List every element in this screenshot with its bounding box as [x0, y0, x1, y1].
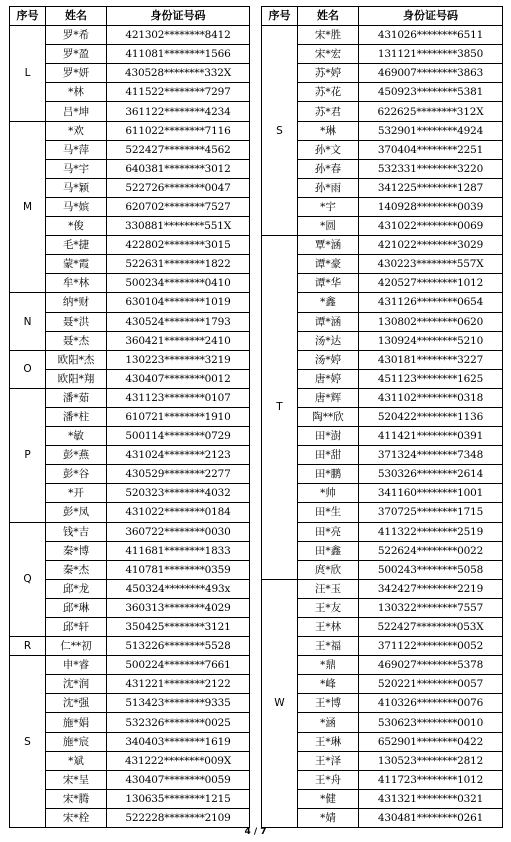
group-letter: M — [10, 121, 46, 293]
person-name: 蒙*霞 — [46, 255, 107, 274]
person-name: 潘*柱 — [46, 407, 107, 426]
id-number: 421302********8412 — [107, 26, 250, 45]
table-row — [262, 465, 503, 484]
table-row — [10, 713, 250, 732]
roster-table-right — [261, 6, 503, 828]
id-number: 411723********1012 — [359, 770, 503, 789]
table-row — [10, 140, 250, 159]
table-row — [10, 770, 250, 789]
person-name: 邱*轩 — [46, 618, 107, 637]
table-row — [10, 808, 250, 827]
person-name: 马*宇 — [46, 159, 107, 178]
id-number: 431126********0654 — [359, 293, 503, 312]
table-row — [10, 83, 250, 102]
person-name: 王*琳 — [298, 732, 359, 751]
person-name: *斌 — [46, 751, 107, 770]
table-row — [10, 236, 250, 255]
person-name: 沈*强 — [46, 694, 107, 713]
person-name: 罗*盈 — [46, 45, 107, 64]
id-number: 500243********5058 — [359, 560, 503, 579]
person-name: 田*澍 — [298, 427, 359, 446]
id-number: 522624********0022 — [359, 541, 503, 560]
id-number: 430181********3227 — [359, 350, 503, 369]
table-row — [262, 255, 503, 274]
id-number: 411681********1833 — [107, 541, 250, 560]
id-number: 411421********0391 — [359, 427, 503, 446]
person-name: 欧阳*翔 — [46, 369, 107, 388]
person-name: 秦*博 — [46, 541, 107, 560]
table-row — [10, 522, 250, 541]
group-letter: R — [10, 637, 46, 656]
group-letter: O — [10, 350, 46, 388]
group-letter: T — [262, 236, 298, 580]
id-number: 430529********2277 — [107, 465, 250, 484]
person-name: 潘*茹 — [46, 388, 107, 407]
person-name: 宋*宏 — [298, 45, 359, 64]
header-row — [262, 7, 503, 26]
person-name: *欢 — [46, 121, 107, 140]
table-row — [262, 560, 503, 579]
person-name: 施*宸 — [46, 732, 107, 751]
table-row — [262, 83, 503, 102]
id-number: 610721********1910 — [107, 407, 250, 426]
person-name: 宋*栓 — [46, 808, 107, 827]
person-name: 谭*涵 — [298, 312, 359, 331]
table-row — [262, 732, 503, 751]
person-name: *敏 — [46, 427, 107, 446]
person-name: 田*生 — [298, 503, 359, 522]
table-row — [10, 312, 250, 331]
table-row — [10, 197, 250, 216]
table-row — [10, 446, 250, 465]
person-name: *峰 — [298, 675, 359, 694]
id-number: 130802********0620 — [359, 312, 503, 331]
table-row — [262, 350, 503, 369]
id-number: 140928********0039 — [359, 197, 503, 216]
group-letter: Q — [10, 522, 46, 637]
id-number: 640381********3012 — [107, 159, 250, 178]
id-number: 130523********2812 — [359, 751, 503, 770]
person-name: *涵 — [298, 713, 359, 732]
header-name: 姓名 — [46, 7, 107, 26]
person-name: 田*鹏 — [298, 465, 359, 484]
table-row — [10, 732, 250, 751]
id-number: 522631********1822 — [107, 255, 250, 274]
table-row — [262, 236, 503, 255]
id-number: 341225********1287 — [359, 178, 503, 197]
person-name: 彭*凤 — [46, 503, 107, 522]
person-name: 欧阳*杰 — [46, 350, 107, 369]
table-row — [10, 388, 250, 407]
person-name: 彭*燕 — [46, 446, 107, 465]
person-name: 王*博 — [298, 694, 359, 713]
person-name: *圆 — [298, 217, 359, 236]
group-letter: N — [10, 293, 46, 350]
header-name: 姓名 — [298, 7, 359, 26]
person-name: 宋*腾 — [46, 789, 107, 808]
table-row — [10, 751, 250, 770]
id-number: 431222********009X — [107, 751, 250, 770]
id-number: 513423********9335 — [107, 694, 250, 713]
table-row — [10, 465, 250, 484]
id-number: 450324********493x — [107, 579, 250, 598]
table-row — [262, 45, 503, 64]
person-name: 庹*欣 — [298, 560, 359, 579]
id-number: 430528********332X — [107, 64, 250, 83]
person-name: 吕*坤 — [46, 102, 107, 121]
id-number: 469027********5378 — [359, 656, 503, 675]
person-name: 马*萍 — [46, 140, 107, 159]
table-row — [262, 140, 503, 159]
person-name: 汪*玉 — [298, 579, 359, 598]
id-number: 371122********0052 — [359, 637, 503, 656]
table-row — [262, 197, 503, 216]
id-number: 431123********0107 — [107, 388, 250, 407]
table-row — [262, 770, 503, 789]
id-number: 431024********2123 — [107, 446, 250, 465]
page-number: 4 / 7 — [244, 827, 267, 837]
id-number: 130223********3219 — [107, 350, 250, 369]
table-row — [10, 579, 250, 598]
table-row — [262, 808, 503, 827]
person-name: *鑫 — [298, 293, 359, 312]
table-row — [262, 26, 503, 45]
person-name: 覃*涵 — [298, 236, 359, 255]
person-name: 汤*达 — [298, 331, 359, 350]
person-name: 施*娟 — [46, 713, 107, 732]
person-name: 孙*春 — [298, 159, 359, 178]
id-number: 500114********0729 — [107, 427, 250, 446]
table-row — [10, 484, 250, 503]
table-row — [10, 159, 250, 178]
id-number: 411322********2519 — [359, 522, 503, 541]
table-row — [10, 541, 250, 560]
id-number: 421022********3029 — [359, 236, 503, 255]
table-row — [262, 369, 503, 388]
id-number: 360421********2410 — [107, 331, 250, 350]
id-number: 330881********551X — [107, 217, 250, 236]
table-row — [262, 102, 503, 121]
table-row — [262, 178, 503, 197]
table-row — [10, 217, 250, 236]
id-number: 340403********1619 — [107, 732, 250, 751]
id-number: 522427********053X — [359, 618, 503, 637]
table-row — [262, 789, 503, 808]
table-row — [10, 789, 250, 808]
table-row — [10, 427, 250, 446]
person-name: *开 — [46, 484, 107, 503]
header-id: 身份证号码 — [107, 7, 250, 26]
id-number: 130924********5210 — [359, 331, 503, 350]
table-row — [262, 503, 503, 522]
id-number: 430223********557X — [359, 255, 503, 274]
person-name: 苏*君 — [298, 102, 359, 121]
id-number: 360313********4029 — [107, 598, 250, 617]
id-number: 430524********1793 — [107, 312, 250, 331]
person-name: 孙*雨 — [298, 178, 359, 197]
id-number: 360722********0030 — [107, 522, 250, 541]
person-name: 马*颖 — [46, 178, 107, 197]
header-seq: 序号 — [10, 7, 46, 26]
person-name: 沈*润 — [46, 675, 107, 694]
table-row — [10, 26, 250, 45]
id-number: 520323********4032 — [107, 484, 250, 503]
table-row — [10, 45, 250, 64]
table-row — [10, 560, 250, 579]
person-name: 宋*胜 — [298, 26, 359, 45]
header-seq: 序号 — [262, 7, 298, 26]
person-name: *林 — [46, 83, 107, 102]
table-row — [10, 618, 250, 637]
id-number: 422802********3015 — [107, 236, 250, 255]
person-name: 苏*婷 — [298, 64, 359, 83]
person-name: 唐*辉 — [298, 388, 359, 407]
person-name: 聂*洪 — [46, 312, 107, 331]
table-row — [262, 407, 503, 426]
table-row — [10, 178, 250, 197]
table-row — [10, 255, 250, 274]
person-name: 孙*文 — [298, 140, 359, 159]
id-number: 431026********6511 — [359, 26, 503, 45]
person-name: 聂*杰 — [46, 331, 107, 350]
id-number: 500224********7661 — [107, 656, 250, 675]
person-name: 田*亮 — [298, 522, 359, 541]
person-name: 汤*婷 — [298, 350, 359, 369]
table-row — [262, 579, 503, 598]
id-number: 431022********0069 — [359, 217, 503, 236]
person-name: 田*鑫 — [298, 541, 359, 560]
person-name: 秦*杰 — [46, 560, 107, 579]
id-number: 341160********1001 — [359, 484, 503, 503]
person-name: 纳*财 — [46, 293, 107, 312]
id-number: 431102********0318 — [359, 388, 503, 407]
group-letter: S — [10, 656, 46, 828]
id-number: 411522********7297 — [107, 83, 250, 102]
table-row — [10, 369, 250, 388]
table-row — [262, 388, 503, 407]
table-row — [262, 446, 503, 465]
id-number: 131121********3850 — [359, 45, 503, 64]
table-row — [262, 598, 503, 617]
id-number: 361122********4234 — [107, 102, 250, 121]
table-row — [262, 64, 503, 83]
id-number: 620702********7527 — [107, 197, 250, 216]
table-row — [10, 331, 250, 350]
id-number: 430407********0012 — [107, 369, 250, 388]
table-row — [262, 637, 503, 656]
person-name: 毛*捷 — [46, 236, 107, 255]
id-number: 431022********0184 — [107, 503, 250, 522]
id-number: 500234********0410 — [107, 274, 250, 293]
id-number: 611022********7116 — [107, 121, 250, 140]
id-number: 371324********7348 — [359, 446, 503, 465]
person-name: 仁**初 — [46, 637, 107, 656]
person-name: 罗*希 — [46, 26, 107, 45]
id-number: 430407********0059 — [107, 770, 250, 789]
id-number: 431321********0321 — [359, 789, 503, 808]
id-number: 430481********0261 — [359, 808, 503, 827]
person-name: 彭*谷 — [46, 465, 107, 484]
id-number: 469007********3863 — [359, 64, 503, 83]
roster-table-left — [9, 6, 250, 828]
person-name: 申*睿 — [46, 656, 107, 675]
id-number: 520422********1136 — [359, 407, 503, 426]
person-name: *俊 — [46, 217, 107, 236]
table-row — [262, 694, 503, 713]
person-name: *琳 — [298, 121, 359, 140]
id-number: 411081********1566 — [107, 45, 250, 64]
table-row — [10, 350, 250, 369]
person-name: 王*林 — [298, 618, 359, 637]
person-name: 宋*呈 — [46, 770, 107, 789]
table-row — [262, 484, 503, 503]
id-number: 520221********0057 — [359, 675, 503, 694]
id-number: 130635********1215 — [107, 789, 250, 808]
table-row — [10, 694, 250, 713]
table-row — [10, 637, 250, 656]
group-letter: P — [10, 388, 46, 522]
table-row — [10, 675, 250, 694]
id-number: 370725********1715 — [359, 503, 503, 522]
person-name: 陶**欣 — [298, 407, 359, 426]
group-letter: S — [262, 26, 298, 236]
group-letter: L — [10, 26, 46, 121]
person-name: 牟*林 — [46, 274, 107, 293]
id-number: 522228********2109 — [107, 808, 250, 827]
table-row — [10, 121, 250, 140]
table-row — [262, 541, 503, 560]
id-number: 420527********1012 — [359, 274, 503, 293]
person-name: 邱*龙 — [46, 579, 107, 598]
table-row — [10, 64, 250, 83]
table-row — [262, 713, 503, 732]
id-number: 530326********2614 — [359, 465, 503, 484]
table-row — [262, 331, 503, 350]
table-row — [10, 503, 250, 522]
table-row — [262, 427, 503, 446]
person-name: 唐*婷 — [298, 369, 359, 388]
table-row — [262, 159, 503, 178]
header-id: 身份证号码 — [359, 7, 503, 26]
person-name: *鼎 — [298, 656, 359, 675]
person-name: *帅 — [298, 484, 359, 503]
person-name: 罗*妍 — [46, 64, 107, 83]
table-row — [262, 675, 503, 694]
id-number: 522726********0047 — [107, 178, 250, 197]
id-number: 530623********0010 — [359, 713, 503, 732]
id-number: 410781********0359 — [107, 560, 250, 579]
person-name: *婧 — [298, 808, 359, 827]
table-row — [10, 656, 250, 675]
person-name: *健 — [298, 789, 359, 808]
id-number: 450923********5381 — [359, 83, 503, 102]
table-row — [262, 656, 503, 675]
id-number: 522427********4562 — [107, 140, 250, 159]
id-number: 410326********0076 — [359, 694, 503, 713]
table-row — [262, 293, 503, 312]
table-row — [262, 274, 503, 293]
table-row — [262, 522, 503, 541]
table-row — [262, 751, 503, 770]
table-row — [10, 102, 250, 121]
table-row — [262, 618, 503, 637]
id-number: 342427********2219 — [359, 579, 503, 598]
table-row — [10, 407, 250, 426]
header-row — [10, 7, 250, 26]
person-name: 王*舟 — [298, 770, 359, 789]
table-row — [262, 312, 503, 331]
person-name: 王*福 — [298, 637, 359, 656]
id-number: 451123********1625 — [359, 369, 503, 388]
id-number: 622625********312X — [359, 102, 503, 121]
id-number: 532326********0025 — [107, 713, 250, 732]
person-name: 邱*琳 — [46, 598, 107, 617]
id-number: 370404********2251 — [359, 140, 503, 159]
table-row — [262, 217, 503, 236]
id-number: 532901********4924 — [359, 121, 503, 140]
person-name: *宇 — [298, 197, 359, 216]
person-name: 马*嫔 — [46, 197, 107, 216]
person-name: 王*友 — [298, 598, 359, 617]
table-row — [10, 293, 250, 312]
person-name: 苏*花 — [298, 83, 359, 102]
id-number: 513226********5528 — [107, 637, 250, 656]
person-name: 钱*吉 — [46, 522, 107, 541]
id-number: 130322********7557 — [359, 598, 503, 617]
person-name: 王*泽 — [298, 751, 359, 770]
person-name: 谭*豪 — [298, 255, 359, 274]
id-number: 350425********3121 — [107, 618, 250, 637]
group-letter: W — [262, 579, 298, 827]
table-row — [262, 121, 503, 140]
id-number: 532331********3220 — [359, 159, 503, 178]
person-name: 谭*华 — [298, 274, 359, 293]
table-row — [10, 274, 250, 293]
id-number: 652901********0422 — [359, 732, 503, 751]
table-row — [10, 598, 250, 617]
id-number: 630104********1019 — [107, 293, 250, 312]
person-name: 田*甜 — [298, 446, 359, 465]
id-number: 431221********2122 — [107, 675, 250, 694]
